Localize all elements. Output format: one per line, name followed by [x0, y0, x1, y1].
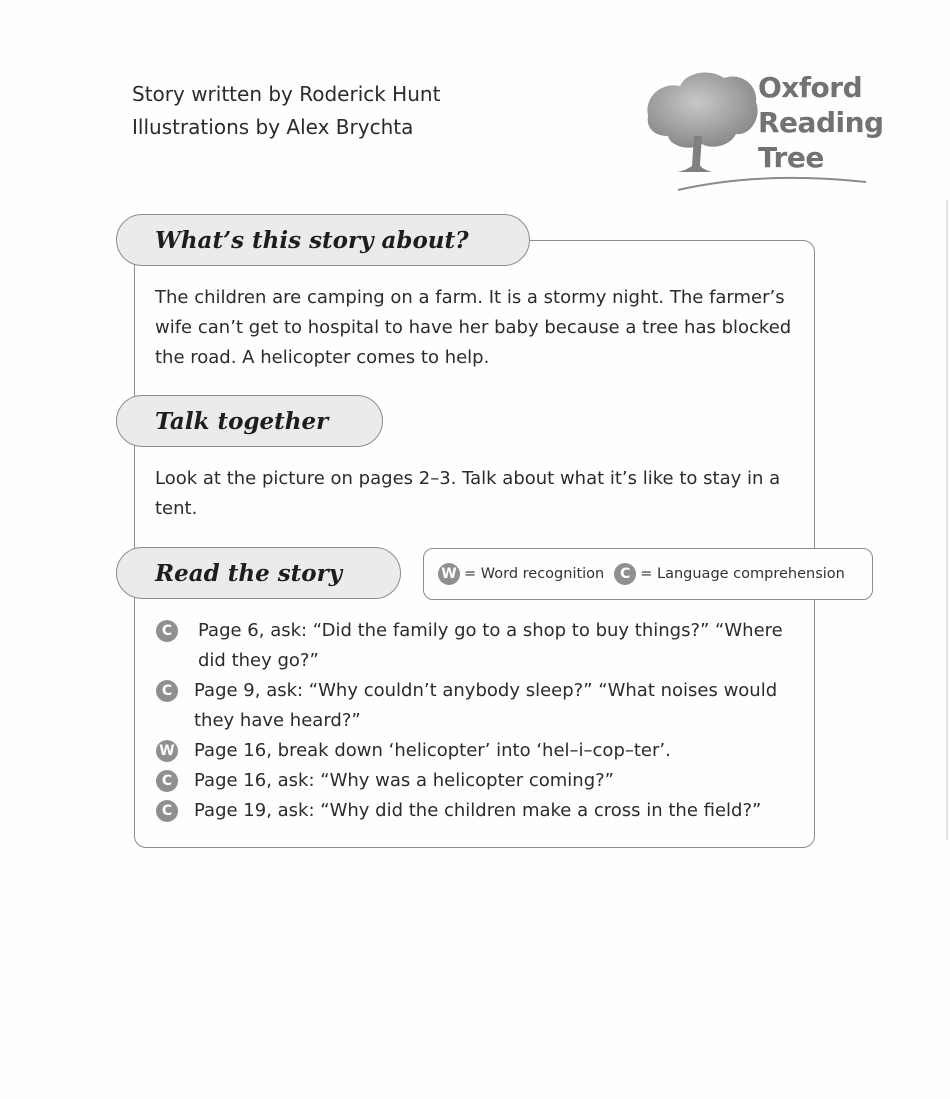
section-heading-read-the-story: Read the story — [116, 547, 401, 599]
logo-word-tree: Tree — [758, 141, 824, 174]
list-item-text: Page 9, ask: “Why couldn’t anybody sleep?” “What noises would they have heard?” — [194, 680, 778, 731]
credits — [132, 78, 440, 144]
comprehension-icon: C — [156, 770, 178, 792]
logo-word-reading: Reading — [758, 106, 884, 139]
language-comprehension-icon: C — [614, 563, 636, 585]
list-item-text: Page 16, ask: “Why was a helicopter coming?” — [194, 770, 615, 791]
list-item-text: Page 19, ask: “Why did the children make a cross in the field?” — [194, 800, 762, 821]
comprehension-icon: C — [156, 680, 178, 702]
list-item — [156, 736, 806, 766]
section-heading-story-about: What’s this story about? — [116, 214, 530, 266]
question-list — [156, 616, 806, 826]
list-item — [156, 616, 806, 676]
story-summary: The children are camping on a farm. It is a stormy night. The farmer’s wife can’t get to hospital to have her baby because a tree has blocked the road. A helicopter comes to help. — [155, 287, 792, 368]
section-heading-talk-together: Talk together — [116, 395, 383, 447]
page-edge — [946, 200, 948, 840]
author-credit: Story written by Roderick Hunt — [132, 82, 441, 106]
logo-word-oxford: Oxford — [758, 71, 863, 104]
list-item — [156, 796, 806, 826]
word-recognition-icon: W — [438, 563, 460, 585]
list-item — [156, 766, 806, 796]
word-recognition-label: = Word recognition — [464, 566, 605, 582]
oxford-reading-tree-logo — [640, 66, 884, 198]
comprehension-icon: C — [156, 620, 178, 642]
list-item — [156, 676, 806, 736]
language-comprehension-label: = Language comprehension — [640, 566, 845, 582]
word-recognition-icon: W — [156, 740, 178, 762]
logo-text — [758, 70, 884, 175]
list-item-text: Page 6, ask: “Did the family go to a shop to buy things?” “Where did they go?” — [198, 620, 783, 671]
skills-key — [423, 548, 873, 600]
talk-together-text: Look at the picture on pages 2–3. Talk about what it’s like to stay in a tent. — [155, 468, 781, 519]
illustrator-credit: Illustrations by Alex Brychta — [132, 115, 414, 139]
list-item-text: Page 16, break down ‘helicopter’ into ‘hel–i–cop–ter’. — [194, 740, 671, 761]
comprehension-icon: C — [156, 800, 178, 822]
